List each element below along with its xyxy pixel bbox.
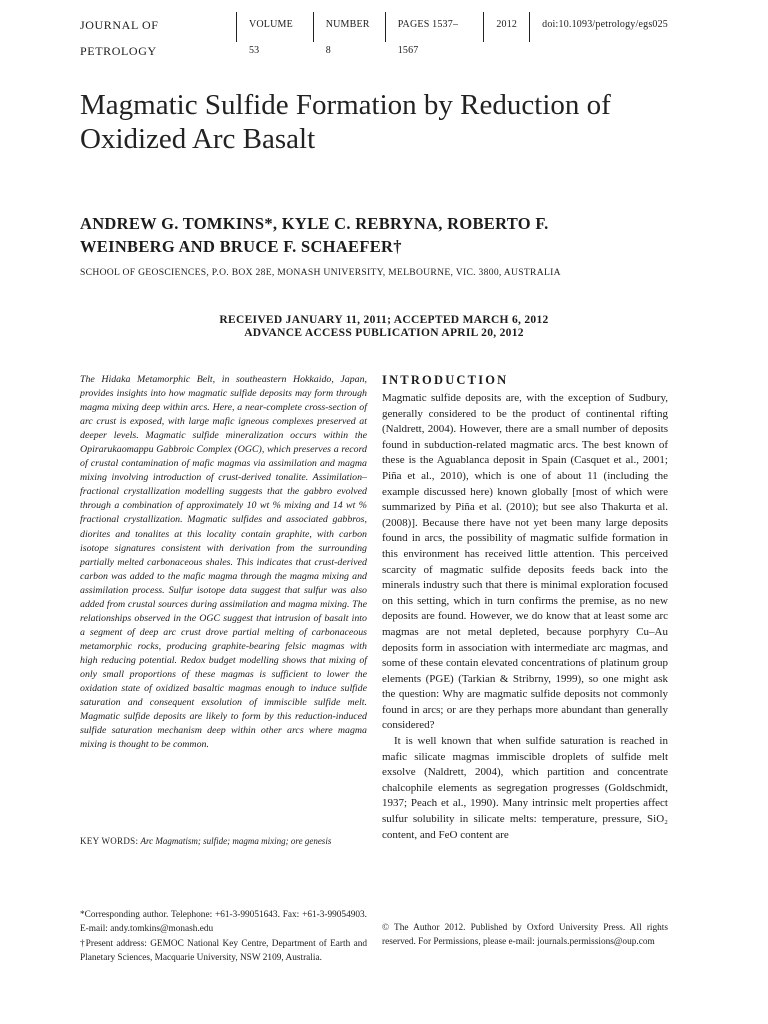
author-footnote <box>80 908 367 965</box>
journal-name: JOURNAL OF PETROLOGY <box>80 18 159 58</box>
year: 2012 <box>483 12 529 42</box>
affiliation: SCHOOL OF GEOSCIENCES, P.O. BOX 28E, MONASH UNIVERSITY, MELBOURNE, VIC. 3800, AUSTRALIA <box>80 267 561 278</box>
page-range: PAGES 1537–1567 <box>385 12 484 42</box>
author-list: ANDREW G. TOMKINS*, KYLE C. REBRYNA, ROBERTO F. WEINBERG AND BRUCE F. SCHAEFER† <box>80 214 549 256</box>
copyright-notice: © The Author 2012. Published by Oxford University Press. All rights reserved. For Permissions, please e-mail: journals.permissions@oup.com <box>382 923 668 947</box>
present-address-note: †Present address: GEMOC National Key Centre, Department of Earth and Planetary Sciences, Macquarie University, NSW 2109, Australia. <box>80 938 367 963</box>
introduction-body <box>382 391 668 843</box>
journal-header <box>80 12 680 58</box>
abstract: The Hidaka Metamorphic Belt, in southeastern Hokkaido, Japan, provides insights into how magmatic sulfide deposits may form through magma mixing deep within arcs. Here, a near-complete cross-section of arc crust is exposed, with large mafic igneous complexes preserved at deeper levels. Magmatic sulfide mineralization occurs within the Opirarukaomappu Gabbroic Complex (OGC), which preserves a record of crustal contamination of mafic magmas via assimilation and magma mixing involving introduction of crust-derived tonalite. Assimilation–fractional crystallization modelling suggests that the gabbro evolved through a combination of approximately 10 wt % mixing and 14 wt % fractional crystallization. Magmatic sulfides and associated gabbros, diorites and tonalites at this locality contain graphite, with carbon isotope signatures consistent with derivation from the surrounding partially melted carbonaceous shales. This indicates that crust-derived carbon was added to the mafic magma through the magma mixing and assimilation process. Sulfur isotope data suggest that sulfur was also added from crustal sources during assimilation and magma mixing. The relationships observed in the OGC suggest that intrusion of basalt into a segment of deep arc crust drove partial melting of carbonaceous metamorphic rocks, producing graphite-bearing felsic magmas with high reducing potential. Redox budget modelling shows that mixing of only small proportions of these magmas is sufficient to lower the oxidation state of oxidized basaltic magmas enough to induce sulfide saturation and consequent exsolution of immiscible sulfide melt. Magmatic sulfide deposits are likely to form by this reduction-induced sulfide saturation mechanism deep within other arcs where magma mixing is thought to be common. <box>80 374 367 751</box>
keywords-text: Arc Magmatism; sulfide; magma mixing; ore genesis <box>140 836 332 846</box>
introduction-paragraph: It is well known that when sulfide saturation is reached in mafic silicate magmas immiscible droplets of sulfide melt exsolve (Naldrett, 2004), which partition and concentrate chalcophile elements as segregation progresses (Goldschmidt, 1937; Peach et al., 1990). Many intrinsic melt properties affect sulfur solubility in silicate melts: temperature, pressure, SiO₂ content, and FeO content are <box>382 735 668 841</box>
doi[interactable]: doi:10.1093/petrology/egs025 <box>529 12 680 42</box>
keywords-label: KEY WORDS: <box>80 836 139 846</box>
keywords <box>80 836 370 846</box>
corresponding-author-note: *Corresponding author. Telephone: +61-3-99051643. Fax: +61-3-99054903. E-mail: andy.tomkins@monash.edu <box>80 910 367 935</box>
article-title: Magmatic Sulfide Formation by Reduction of Oxidized Arc Basalt <box>80 89 611 155</box>
volume: VOLUME 53 <box>236 12 313 42</box>
introduction-paragraph: Magmatic sulfide deposits are, with the exception of Sudbury, generally considered to be the product of continental rifting (Naldrett, 2004). However, there are a small number of deposits found in subduction-related magmatic arcs. The best known of these is the Aguablanca deposit in Spain (Casquet et al., 2001; Piña et al., 2010), which is one of about 11 (including the example discussed here) known globally [most of which were summarized by Piña et al. (2010); but see also Thakurta et al. (2008)]. Because there have not yet been many large deposits found in arcs, the possibility of magmatic sulfide formation in this environment has received little attention. This perceived scarcity of magmatic sulfide deposits feeds back into the minerals industry such that there is minimal exploration focused on this setting, which in turn confirms the premise, as no new deposits are found. However, we do know that at least some arc magmas are not metal depleted, because porphyry Cu–Au deposits form in association with intermediate arc magmas, and some of these contain elevated concentrations of platinum group elements (PGE) (Tarkian & Stribrny, 1999), so one might ask the question: Why are magmatic sulfide deposits not commonly found in arcs; or are they perhaps more abundant than generally considered? <box>382 392 668 732</box>
received-accepted-date: RECEIVED JANUARY 11, 2011; ACCEPTED MARCH 6, 2012 <box>219 314 549 326</box>
issue-number: NUMBER 8 <box>313 12 385 42</box>
introduction-heading: INTRODUCTION <box>382 373 509 387</box>
publication-dates <box>80 314 688 340</box>
advance-access-date: ADVANCE ACCESS PUBLICATION APRIL 20, 2012 <box>244 327 524 339</box>
